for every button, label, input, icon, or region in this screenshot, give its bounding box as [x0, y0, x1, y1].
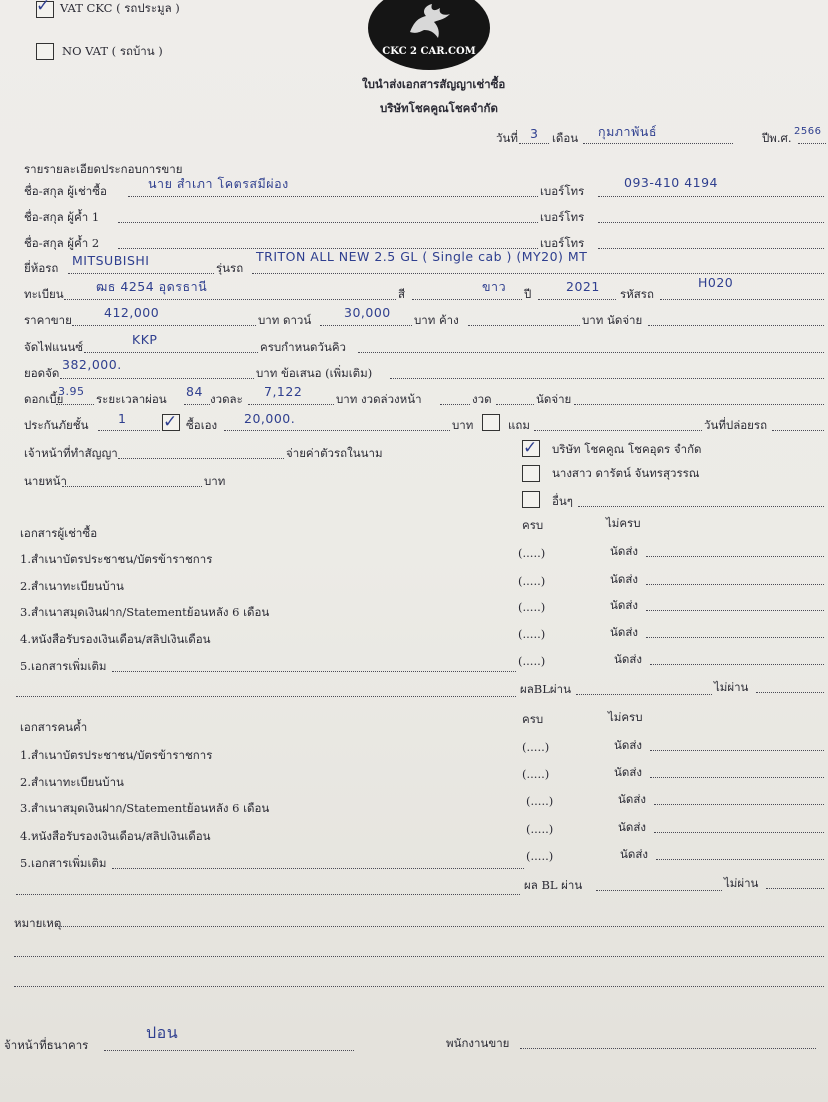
baht-remain-label: บาท ค้าง [414, 313, 459, 327]
price-label: ราคาขาย [24, 313, 72, 327]
payee2-label: นางสาว ดารัตน์ จันทรสุวรรณ [552, 466, 700, 480]
no-vat-checkbox[interactable] [36, 43, 54, 60]
month-value: กุมภาพันธ์ [598, 124, 657, 139]
advance-label: บาท งวดล่วงหน้า [336, 392, 422, 406]
year-value: 2566 [794, 126, 822, 137]
buyer-doc-item: 2.สำเนาทะเบียนบ้าน [20, 579, 124, 593]
guarantor-doc-item: 5.เอกสารเพิ่มเติม [20, 856, 107, 870]
remarks-label: หมายเหตุ [14, 916, 62, 930]
guarantor-doc-item: 4.หนังสือรับรองเงินเดือน/สลิปเงินเดือน [20, 829, 211, 843]
guarantor-bl-pass: ผล BL ผ่าน [524, 878, 583, 892]
buyer-doc-check: (.....) [518, 600, 546, 614]
code-value: H020 [698, 275, 734, 290]
payee3-label: อื่นๆ [552, 494, 573, 508]
buyer-doc-check: (.....) [518, 546, 546, 560]
payee3-checkbox[interactable] [522, 491, 540, 508]
guarantor-doc-check: (.....) [522, 740, 550, 754]
guarantor-doc-appoint: นัดส่ง [620, 847, 648, 861]
plate-label: ทะเบียน [24, 287, 64, 301]
buyer-incomplete-header: ไม่ครบ [606, 516, 641, 530]
per-label: งวดละ [210, 392, 243, 406]
buyer-doc-item: 3.สำเนาสมุดเงินฝาก/Statementย้อนหลัง 6 เดือน [20, 605, 270, 619]
form-title: ใบนำส่งเอกสารสัญญาเช่าซื้อ [362, 77, 506, 91]
phone-label-3: เบอร์โทร [540, 236, 585, 250]
buyer-doc-item: 1.สำเนาบัตรประชาชน/บัตรข้าราชการ [20, 552, 213, 566]
buyer-doc-appoint: นัดส่ง [610, 625, 638, 639]
brand-label: ยี่ห้อรถ [24, 261, 59, 275]
buyer-doc-appoint: นัดส่ง [610, 598, 638, 612]
buyer-doc-item: 4.หนังสือรับรองเงินเดือน/สลิปเงินเดือน [20, 632, 211, 646]
check-mark-icon: ✓ [163, 412, 178, 432]
buyer-doc-check: (.....) [518, 627, 546, 641]
installment-label: งวด [472, 392, 492, 406]
plate-value: ฒธ 4254 อุดรธานี [96, 279, 208, 294]
date-day: 3 [530, 126, 539, 141]
company-logo [368, 0, 490, 70]
buyer-bl-fail: ไม่ผ่าน [714, 680, 749, 694]
payee2-checkbox[interactable] [522, 465, 540, 482]
color-label: สี [398, 287, 406, 301]
down-value: 30,000 [344, 305, 391, 320]
term-value: 84 [186, 384, 203, 399]
vat-ckc-label: VAT CKC ( รถประมูล ) [60, 1, 180, 15]
buyer-complete-header: ครบ [522, 518, 544, 532]
due-label: ครบกำหนดวันคิว [260, 340, 346, 354]
release-label: วันที่ปล่อยรถ [704, 418, 768, 432]
guarantor-doc-appoint: นัดส่ง [618, 792, 646, 806]
pay-label: นัดจ่าย [536, 392, 572, 406]
term-label: ระยะเวลาผ่อน [96, 392, 167, 406]
buyer-name: นาย สำเภา โคตรสมีผ่อง [148, 176, 289, 191]
guarantor1-label: ชื่อ-สกุล ผู้ค้ำ 1 [24, 210, 100, 224]
free-checkbox[interactable] [482, 414, 500, 431]
baht-pay-label: บาท นัดจ่าย [582, 313, 643, 327]
check-mark-icon: ✓ [36, 0, 51, 16]
finance-value: KKP [132, 332, 158, 347]
year-label-2: ปี [524, 287, 532, 301]
pegasus-logo-icon [404, 2, 454, 40]
guarantor2-label: ชื่อ-สกุล ผู้ค้ำ 2 [24, 236, 100, 250]
buyer-label: ชื่อ-สกุล ผู้เช่าซื้อ [24, 184, 107, 198]
finance-label: จัดไฟแนนซ์ [24, 340, 84, 354]
date-label: วันที่ [496, 131, 518, 145]
company-name: บริษัทโชคคูณโชคจำกัด [380, 101, 498, 115]
guarantor-doc-appoint: นัดส่ง [614, 738, 642, 752]
buyer-doc-appoint: นัดส่ง [610, 572, 638, 586]
loan-value: 382,000. [62, 357, 122, 372]
buyer-docs-title: เอกสารผู้เช่าซื้อ [20, 526, 98, 540]
sales-label: พนักงานขาย [446, 1036, 510, 1050]
guarantor-doc-appoint: นัดส่ง [614, 765, 642, 779]
offer-label: บาท ข้อเสนอ (เพิ่มเติม) [256, 366, 373, 380]
buyer-doc-check: (.....) [518, 654, 546, 668]
phone-label-2: เบอร์โทร [540, 210, 585, 224]
phone-label: เบอร์โทร [540, 184, 585, 198]
bank-officer-label: จ้าหน้าที่ธนาคาร [4, 1038, 89, 1052]
loan-label: ยอดจัด [24, 366, 60, 380]
price-value: 412,000 [104, 305, 160, 320]
insurance-label: ประกันภัยชั้น [24, 418, 89, 432]
code-label: รหัสรถ [620, 287, 654, 301]
guarantor-doc-check: (.....) [522, 767, 550, 781]
interest-value: 3.95 [58, 385, 85, 398]
free-label: แถม [508, 418, 530, 432]
guarantor-complete-header: ครบ [522, 712, 544, 726]
guarantor-doc-check: (.....) [526, 822, 554, 836]
year-label: ปีพ.ศ. [762, 131, 792, 145]
buyer-doc-appoint: นัดส่ง [614, 652, 642, 666]
model-value: TRITON ALL NEW 2.5 GL ( Single cab ) (MY20) MT [256, 249, 588, 264]
payee1-label: บริษัท โชคคูณ โชคอุดร จำกัด [552, 442, 702, 456]
month-label: เดือน [552, 131, 579, 145]
pay-owner-label: จ่ายค่าตัวรถในนาม [286, 446, 383, 460]
no-vat-label: NO VAT ( รถบ้าน ) [62, 44, 163, 58]
bank-officer-signature: ปอน [146, 1023, 179, 1042]
guarantor-doc-check: (.....) [526, 794, 554, 808]
interest-label: ดอกเบี้ย [24, 392, 64, 406]
check-mark-icon: ✓ [523, 438, 538, 458]
buyer-doc-appoint: นัดส่ง [610, 544, 638, 558]
guarantor-doc-item: 1.สำเนาบัตรประชาชน/บัตรข้าราชการ [20, 748, 213, 762]
buyer-doc-item: 5.เอกสารเพิ่มเติม [20, 659, 107, 673]
guarantor-bl-fail: ไม่ผ่าน [724, 876, 759, 890]
guarantor-doc-item: 3.สำเนาสมุดเงินฝาก/Statementย้อนหลัง 6 เดือน [20, 801, 270, 815]
buyer-doc-check: (.....) [518, 574, 546, 588]
model-label: รุ่นรถ [216, 261, 244, 275]
baht-down-label: บาท ดาวน์ [258, 313, 312, 327]
broker-baht: บาท [204, 474, 226, 488]
self-buy-value: 20,000. [244, 411, 296, 426]
buyer-bl-pass: ผลBLผ่าน [520, 682, 571, 696]
per-value: 7,122 [264, 384, 303, 399]
officer-label: เจ้าหน้าที่ทำสัญญา [24, 446, 118, 460]
guarantor-doc-check: (.....) [526, 849, 554, 863]
brand-value: MITSUBISHI [72, 253, 150, 268]
guarantor-doc-item: 2.สำเนาทะเบียนบ้าน [20, 775, 124, 789]
broker-label: นายหน้า [24, 474, 67, 488]
guarantor-docs-title: เอกสารคนค้ำ [20, 720, 88, 734]
buyer-phone: 093-410 4194 [624, 175, 719, 190]
insurance-value: 1 [118, 411, 127, 426]
self-buy-label: ซื้อเอง [186, 418, 218, 432]
color-value: ขาว [482, 279, 507, 294]
baht-label: บาท [452, 418, 474, 432]
section-title: รายรายละเอียดประกอบการขาย [24, 162, 183, 176]
logo-text: CKC 2 CAR.COM [382, 46, 476, 57]
guarantor-doc-appoint: นัดส่ง [618, 820, 646, 834]
car-year: 2021 [566, 279, 600, 294]
guarantor-incomplete-header: ไม่ครบ [608, 710, 643, 724]
